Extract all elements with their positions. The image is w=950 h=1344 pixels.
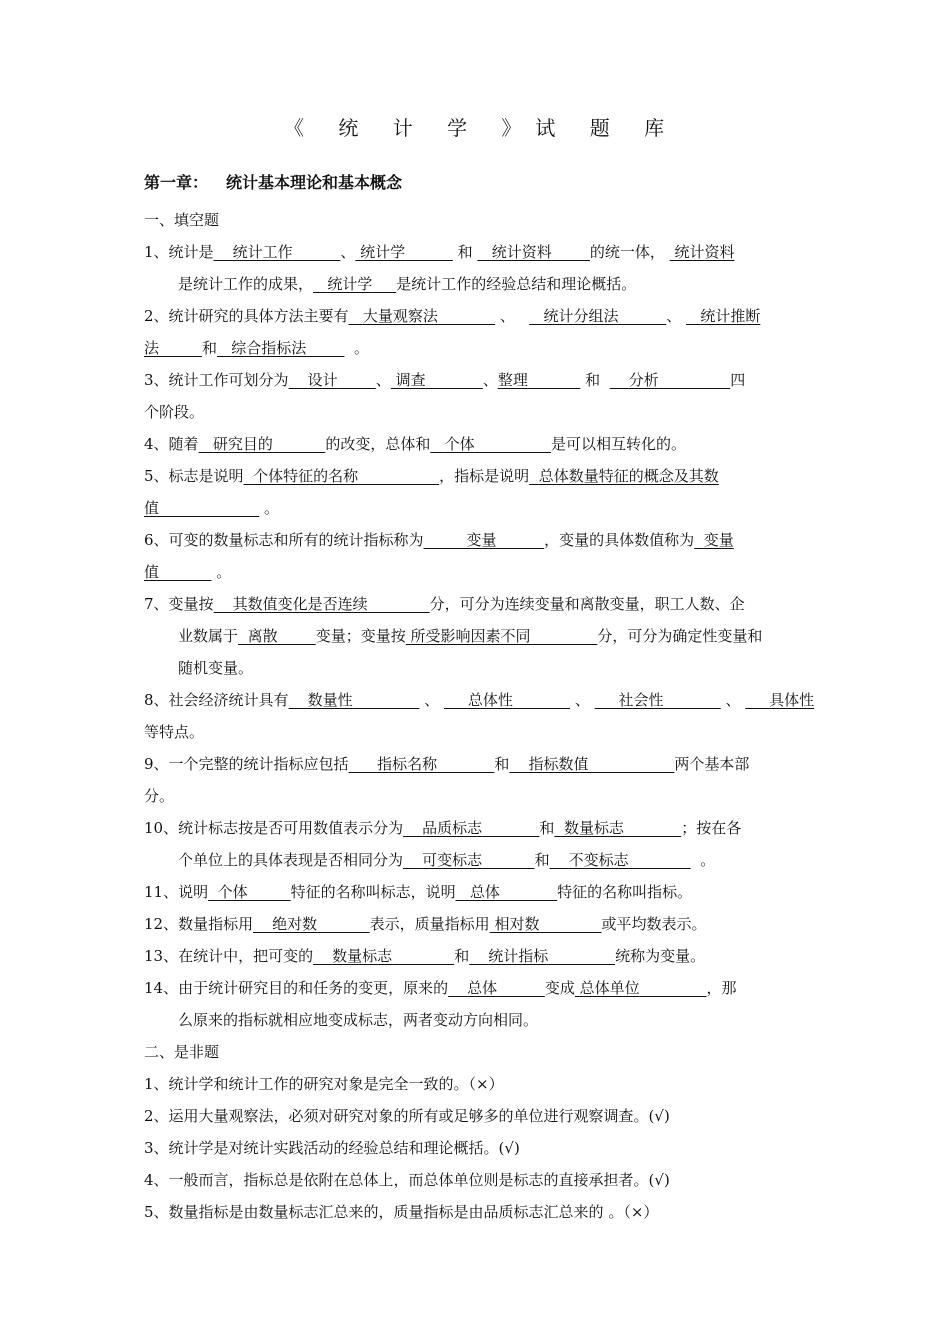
answer-blank: 法 (144, 339, 160, 357)
fill-question-5: 5、标志是说明 个体特征的名称 ，指标是说明 总体数量特征的概念及其数 (144, 467, 719, 485)
fill-question-9-cont: 分。 (144, 787, 175, 805)
tf-question-2: 2、运用大量观察法，必须对研究对象的所有或足够多的单位进行观察调查。(√) (144, 1107, 670, 1125)
answer-blank: 可变标志 (422, 851, 483, 869)
fill-question-9: 9、一个完整的统计指标应包括 指标名称 和 指标数值 两个基本部 (144, 755, 750, 773)
answer-blank: 统计学 (327, 275, 373, 293)
answer-blank: 数量性 (307, 691, 353, 709)
answer-blank: 值 (144, 563, 160, 581)
tf-question-4: 4、一般而言，指标总是依附在总体上，而总体单位则是标志的直接承担者。(√) (144, 1171, 670, 1189)
tf-question-3: 3、统计学是对统计实践活动的经验总结和理论概括。(√) (144, 1139, 520, 1157)
answer-blank: 个体 (444, 435, 475, 453)
tf-question-5: 5、数量指标是由数量标志汇总来的，质量指标是由品质标志汇总来的 。（×） (144, 1203, 659, 1221)
section-heading-true-false: 二、是非题 (144, 1043, 220, 1061)
fill-question-6-cont: 值 。 (144, 563, 232, 581)
tf-question-1: 1、统计学和统计工作的研究对象是完全一致的。（×） (144, 1075, 504, 1093)
fill-question-7-cont: 业数属于 离散 变量；变量按 所受影响因素不同 分，可分为确定性变量和 (178, 627, 763, 645)
answer-blank: 绝对数 (272, 915, 318, 933)
answer-blank: 统计学 (360, 243, 406, 261)
fill-question-11: 11、说明 个体 特征的名称叫标志，说明 总体 特征的名称叫指标。 (144, 883, 693, 901)
answer-blank: 大量观察法 (362, 307, 438, 325)
question-body (144, 204, 815, 1228)
answer-blank: 数量标志 (563, 819, 624, 837)
fill-question-12: 12、数量指标用 绝对数 表示，质量指标用 相对数 或平均数表示。 (144, 915, 707, 933)
answer-blank: 总体单位 (579, 979, 640, 997)
answer-blank: 指标名称 (377, 755, 438, 773)
fill-question-7: 7、变量按 其数值变化是否连续 分，可分为连续变量和离散变量，职工人数、企 (144, 595, 745, 613)
answer-blank: 个体特征的名称 (253, 467, 359, 485)
answer-blank: 统计资料 (491, 243, 552, 261)
answer-blank: 调查 (395, 371, 426, 389)
answer-blank: 离散 (247, 627, 278, 645)
answer-blank: 所受影响因素不同 (410, 627, 531, 645)
fill-question-8: 8、社会经济统计具有 数量性 、 总体性 、 社会性 、 具体性 (144, 691, 815, 709)
answer-blank: 值 (144, 499, 160, 517)
chapter-number: 第一章： (144, 173, 209, 192)
answer-blank: 综合指标法 (231, 339, 307, 357)
page-title: 《 统 计 学 》试 题 库 (284, 116, 679, 140)
answer-blank: 变量 (703, 531, 734, 549)
answer-blank: 具体性 (769, 691, 815, 709)
answer-blank: 其数值变化是否连续 (232, 595, 368, 613)
answer-blank: 总体数量特征的概念及其数 (538, 467, 719, 485)
chapter-heading (144, 170, 402, 193)
answer-blank: 品质标志 (422, 819, 483, 837)
fill-question-3-cont: 个阶段。 (144, 403, 205, 421)
answer-blank: 整理 (497, 371, 528, 389)
fill-question-1: 1、统计是 统计工作 、 统计学 和 统计资料 的统一体， 统计资料 (144, 243, 735, 261)
answer-blank: 统计资料 (674, 243, 735, 261)
fill-question-14: 14、由于统计研究目的和任务的变更，原来的 总体 变成 总体单位 ，那 (144, 979, 737, 997)
answer-blank: 社会性 (618, 691, 664, 709)
fill-question-8-cont: 等特点。 (144, 723, 205, 741)
answer-blank: 统计工作 (232, 243, 293, 261)
answer-blank: 统计指标 (488, 947, 549, 965)
answer-blank: 指标数值 (528, 755, 589, 773)
section-heading-fill: 一、填空题 (144, 211, 220, 229)
answer-blank: 不变标志 (568, 851, 629, 869)
fill-question-6: 6、可变的数量标志和所有的统计指标称为 变量 ，变量的具体数值称为 变量 (144, 531, 734, 549)
answer-blank: 统计推断 (700, 307, 761, 325)
fill-question-7-cont2: 随机变量。 (178, 659, 254, 677)
answer-blank: 总体 (467, 979, 498, 997)
fill-question-14-cont: 么原来的指标就相应地变成标志，两者变动方向相同。 (178, 1011, 539, 1029)
answer-blank: 总体性 (467, 691, 513, 709)
answer-blank: 设计 (307, 371, 338, 389)
fill-question-2: 2、统计研究的具体方法主要有 大量观察法 、 统计分组法 、 统计推断 (144, 307, 761, 325)
answer-blank: 总体 (469, 883, 500, 901)
fill-question-2-cont: 法 和 综合指标法 。 (144, 339, 369, 357)
answer-blank: 数量标志 (332, 947, 393, 965)
fill-question-10-cont: 个单位上的具体表现是否相同分为 可变标志 和 不变标志 。 (178, 851, 716, 869)
fill-question-5-cont: 值 。 (144, 499, 279, 517)
fill-question-1-cont: 是统计工作的成果， 统计学 是统计工作的经验总结和理论概括。 (178, 275, 637, 293)
fill-question-3: 3、统计工作可划分为 设计 、 调查 、整理 和 分析 四 (144, 371, 746, 389)
fill-question-4: 4、随着 研究目的 的改变，总体和 个体 是可以相互转化的。 (144, 435, 686, 453)
answer-blank: 研究目的 (212, 435, 273, 453)
fill-question-13: 13、在统计中，把可变的 数量标志 和 统计指标 统称为变量。 (144, 947, 706, 965)
chapter-name: 统计基本理论和基本概念 (226, 173, 403, 192)
answer-blank: 个体 (217, 883, 248, 901)
fill-question-10: 10、统计标志按是否可用数值表示分为 品质标志 和 数量标志 ；按在各 (144, 819, 742, 837)
answer-blank: 相对数 (494, 915, 540, 933)
answer-blank: 变量 (466, 531, 497, 549)
answer-blank: 统计分组法 (543, 307, 619, 325)
answer-blank: 分析 (628, 371, 659, 389)
